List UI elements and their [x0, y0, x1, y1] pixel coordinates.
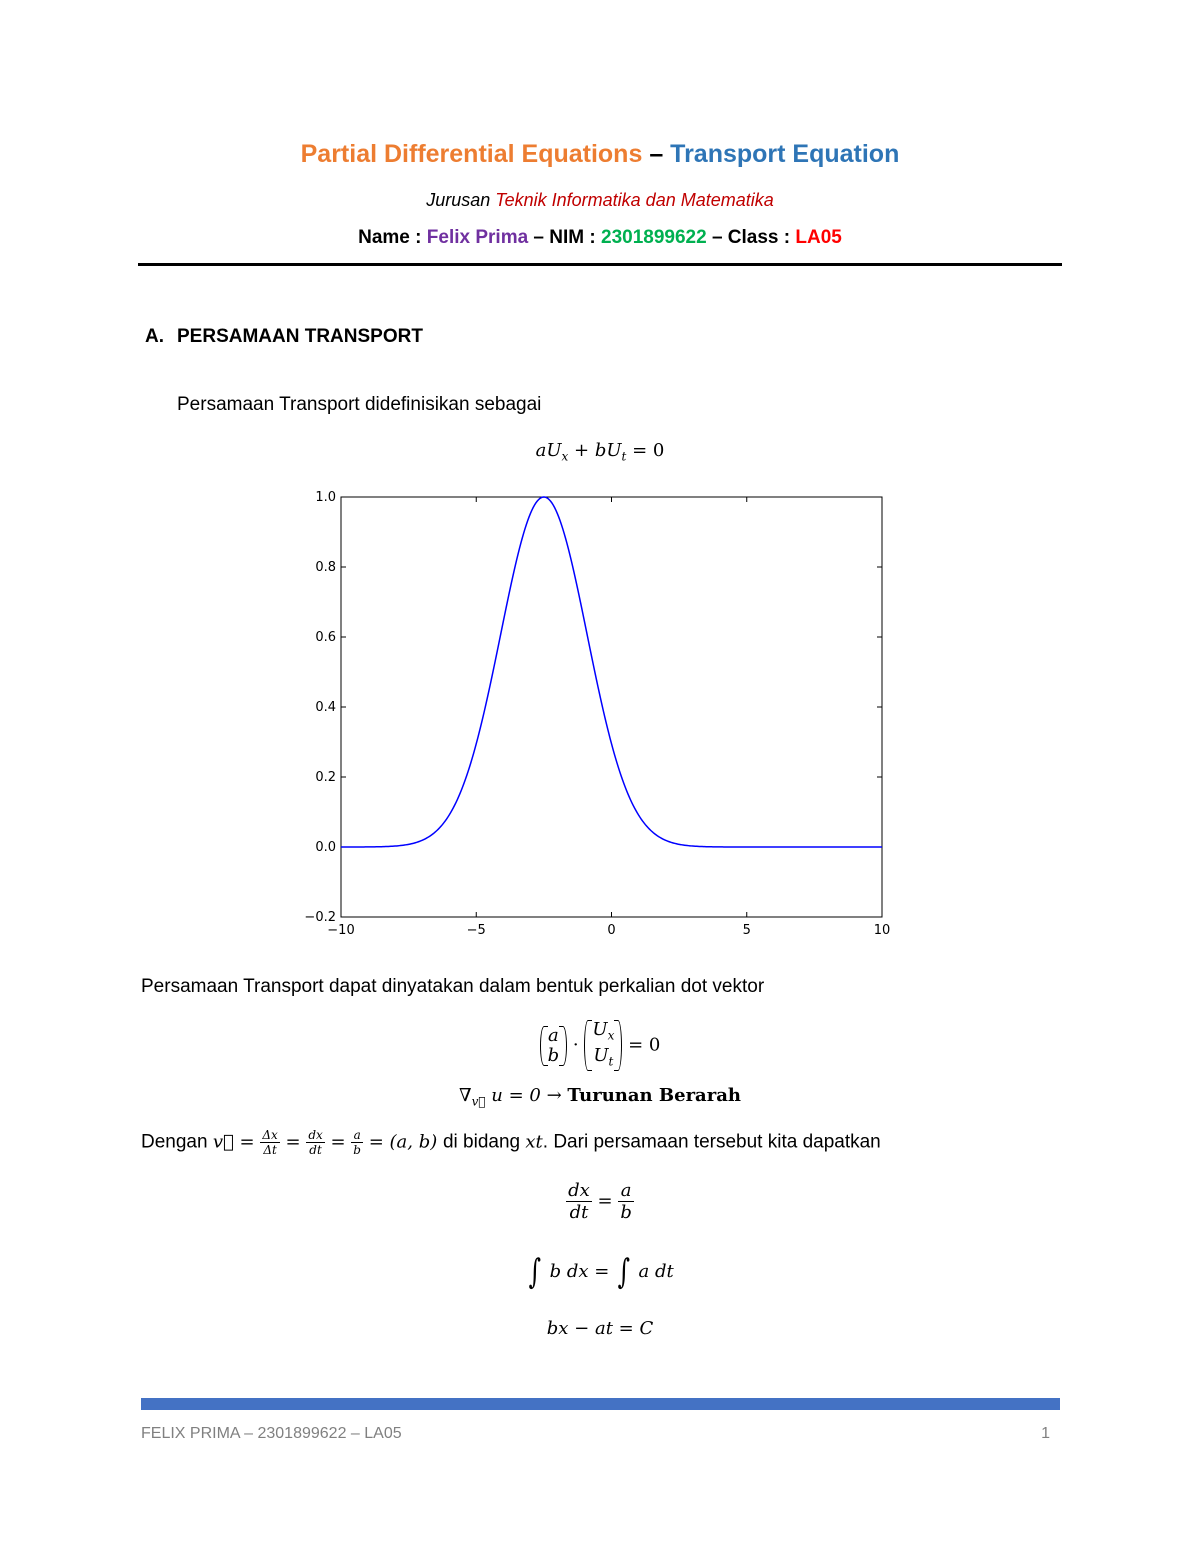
dengan-xt: xt — [525, 1131, 543, 1153]
series-line — [341, 497, 882, 847]
integral-left: b dx = — [543, 1261, 616, 1282]
derivative-ratio-equation — [0, 1180, 1200, 1223]
dot-operator: · — [572, 1034, 579, 1056]
vector-rhs: = 0 — [622, 1034, 661, 1056]
vector-b: b — [547, 1044, 560, 1066]
grad-rest: u = 0 → — [485, 1085, 568, 1106]
vector-ab — [540, 1026, 568, 1066]
document-title — [0, 140, 1200, 169]
section-heading — [145, 326, 423, 348]
x-tick-label: −5 — [466, 923, 486, 938]
final-equation: bx − at = C — [546, 1318, 654, 1339]
eq1-right-num: a — [618, 1180, 634, 1202]
vector-ut: U — [593, 1044, 609, 1066]
page-number: 1 — [1041, 1425, 1050, 1442]
integral-symbol-left: ∫ — [528, 1252, 542, 1292]
dot-product-paragraph: Persamaan Transport dapat dinyatakan dalam bentuk perkalian dot vektor — [141, 976, 765, 997]
gaussian-chart — [290, 482, 910, 942]
name-value: Felix Prima — [426, 227, 529, 248]
vector-a: a — [548, 1024, 559, 1046]
footer-bar — [141, 1398, 1060, 1410]
eq-sub-x: x — [561, 449, 569, 464]
fraction-d-den: dt — [309, 1143, 322, 1157]
intro-paragraph: Persamaan Transport didefinisikan sebagai — [177, 394, 542, 415]
nim-value: 2301899622 — [601, 227, 707, 248]
class-value: LA05 — [795, 227, 842, 248]
dengan-pair: = (a, b) — [362, 1131, 443, 1153]
eq1-left-den: dt — [569, 1202, 589, 1223]
eq1-left-fraction — [566, 1180, 592, 1223]
y-tick-label: 0.4 — [315, 700, 336, 715]
eq1-equals: = — [591, 1190, 619, 1212]
fraction-ab — [351, 1128, 363, 1157]
subtitle-department: Teknik Informatika dan Matematika — [495, 190, 774, 210]
fraction-ab-den: b — [353, 1143, 361, 1157]
eq-term-b: + bU — [568, 440, 622, 461]
vector-ux-row — [592, 1020, 614, 1046]
dengan-suffix: . Dari persamaan tersebut kita dapatkan — [542, 1131, 881, 1153]
eq-sub-t: t — [621, 449, 627, 464]
eq-term-a: aU — [535, 440, 562, 461]
section-letter: A. — [145, 326, 164, 347]
vector-ut-sub: t — [608, 1054, 614, 1069]
y-tick-label: −0.2 — [304, 910, 336, 925]
title-part-2: Transport Equation — [670, 140, 900, 168]
directional-derivative-equation — [0, 1085, 1200, 1109]
name-label: Name : — [358, 227, 427, 248]
eq-sign-1: = — [279, 1131, 307, 1153]
dengan-paragraph — [141, 1128, 881, 1157]
fraction-ab-num: a — [351, 1128, 363, 1143]
vector-u — [584, 1020, 622, 1071]
section-title: PERSAMAAN TRANSPORT — [177, 326, 423, 347]
y-tick-label: 0.8 — [315, 560, 336, 575]
x-tick-label: −10 — [327, 923, 355, 938]
x-tick-label: 0 — [607, 923, 616, 938]
eq1-left-num: dx — [568, 1180, 590, 1201]
x-tick-label: 5 — [742, 923, 751, 938]
class-label: – Class : — [706, 227, 796, 248]
integral-equation — [0, 1252, 1200, 1292]
x-tick-label: 10 — [873, 923, 891, 938]
student-id-line — [0, 227, 1200, 249]
subtitle — [0, 190, 1200, 211]
fraction-delta-den: Δt — [263, 1143, 277, 1157]
transport-equation — [0, 440, 1200, 464]
fraction-delta-num: Δx — [262, 1128, 278, 1142]
fraction-delta — [260, 1128, 279, 1157]
grad-label: Turunan Berarah — [567, 1085, 741, 1106]
y-tick-label: 0.2 — [315, 770, 336, 785]
nim-label: – NIM : — [528, 227, 601, 248]
y-tick-label: 0.0 — [315, 840, 336, 855]
footer-text: FELIX PRIMA – 2301899622 – LA05 — [141, 1425, 402, 1442]
header-rule — [138, 263, 1062, 266]
vector-ux: U — [592, 1019, 608, 1040]
subtitle-prefix: Jurusan — [426, 190, 496, 210]
y-tick-label: 1.0 — [315, 490, 336, 505]
nabla-symbol: ∇ — [459, 1085, 472, 1106]
title-dash: – — [642, 140, 671, 168]
y-tick-label: 0.6 — [315, 630, 336, 645]
title-part-1: Partial Differential Equations — [300, 140, 643, 168]
dengan-mid: di bidang — [442, 1131, 526, 1153]
fraction-d-num: dx — [308, 1128, 323, 1142]
vector-ut-row — [592, 1046, 614, 1072]
dengan-prefix: Dengan — [141, 1131, 213, 1153]
plot-frame — [341, 497, 882, 917]
dot-product-equation — [0, 1020, 1200, 1071]
integral-right: a dt — [632, 1261, 674, 1282]
eq-sign-2: = — [324, 1131, 352, 1153]
eq-rhs: = 0 — [626, 440, 665, 461]
nabla-sub: v⃗ — [471, 1094, 486, 1109]
eq1-right-fraction — [618, 1180, 634, 1223]
integral-symbol-right: ∫ — [617, 1252, 631, 1292]
vector-ux-sub: x — [607, 1028, 615, 1043]
fraction-d — [306, 1128, 324, 1157]
eq1-right-den: b — [620, 1202, 632, 1223]
dengan-v: v⃗ = — [212, 1131, 261, 1153]
